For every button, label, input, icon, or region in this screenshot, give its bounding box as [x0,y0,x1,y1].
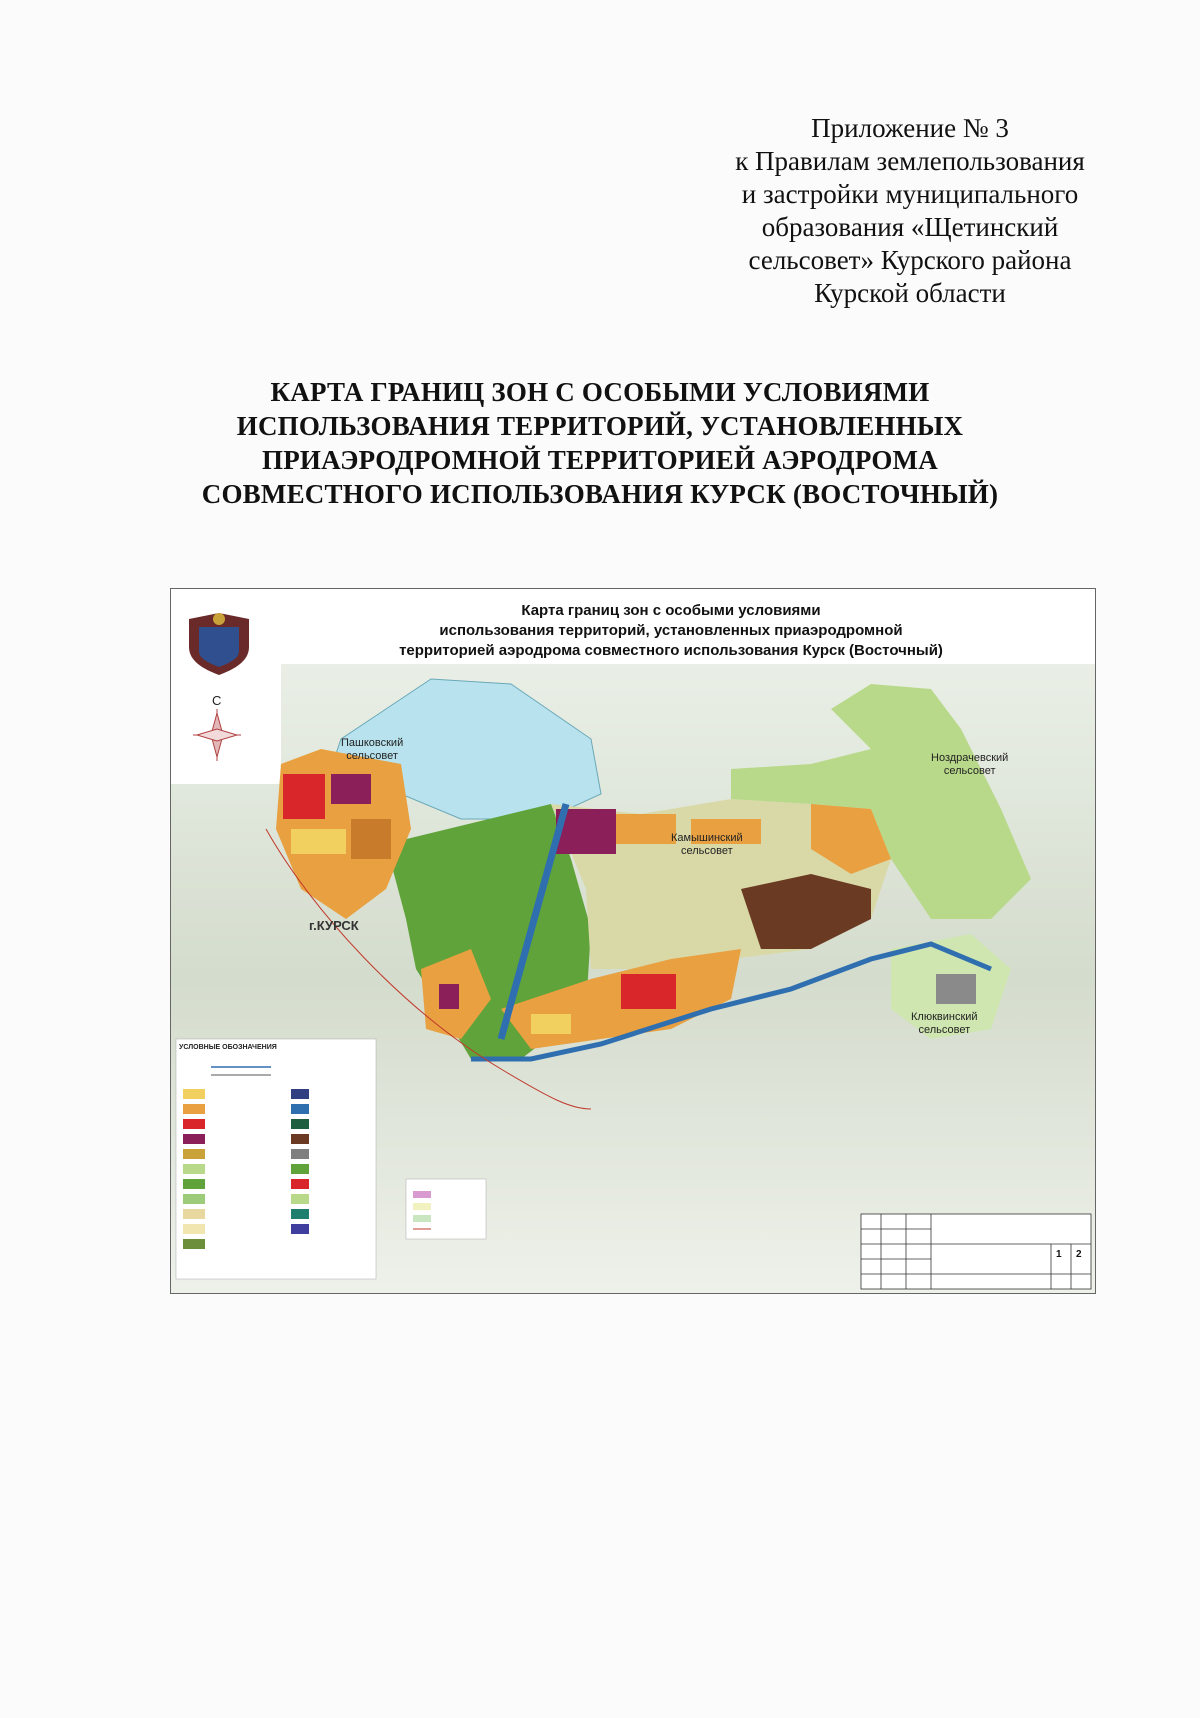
title-line: КАРТА ГРАНИЦ ЗОН С ОСОБЫМИ УСЛОВИЯМИ [270,377,930,407]
place-klyukvinsky [911,1011,978,1037]
place-type: сельсовет [346,750,398,762]
place-type: сельсовет [918,1024,971,1036]
map-graphic [171,589,1095,1293]
map-title-line: использования территорий, установленных приаэродромной [439,622,903,639]
compass-north-label: С [212,693,222,708]
place-name: Пашковский [341,737,404,749]
place-pashkovsky [341,737,403,763]
place-name: Камышинский [671,832,743,844]
place-type: сельсовет [943,765,996,777]
map-title-line: территорией аэродрома совместного использования Курск (Восточный) [399,642,943,659]
appendix-line: к Правилам землепользования [735,146,1085,176]
sheet-total: 2 [1076,1249,1082,1260]
document-title [150,375,1050,511]
west-purple-zone [331,774,371,804]
appendix-line: Курской области [814,278,1006,308]
zone-legend [406,1179,486,1239]
sheet-number: 1 [1056,1249,1062,1260]
map-title [361,601,981,661]
map-title-line: Карта границ зон с особыми условиями [521,602,821,619]
title-line: ПРИАЭРОДРОМНОЙ ТЕРРИТОРИЕЙ АЭРОДРОМА [262,445,938,475]
legend-title: УСЛОВНЫЕ ОБОЗНАЧЕНИЯ [179,1044,277,1051]
place-type: сельсовет [680,845,733,857]
appendix-line: и застройки муниципального [741,179,1079,209]
west-red-zone [283,774,325,819]
appendix-line: образования «Щетинский [761,212,1059,242]
place-kursk: г.КУРСК [309,918,359,933]
place-kamyshinsky [671,832,743,858]
title-line: СОВМЕСТНОГО ИСПОЛЬЗОВАНИЯ КУРСК (ВОСТОЧНЫЙ) [201,479,999,509]
map-legend [176,1039,376,1279]
appendix-line: сельсовет» Курского района [748,245,1072,275]
zone-map [170,588,1096,1294]
appendix-line: Приложение № 3 [811,113,1009,143]
appendix-note [700,112,1120,310]
place-name: Клюквинский [911,1011,978,1023]
title-line: ИСПОЛЬЗОВАНИЯ ТЕРРИТОРИЙ, УСТАНОВЛЕННЫХ [236,411,964,441]
place-name: Ноздрачевский [931,752,1009,764]
place-nozdrachevsky [931,752,1008,778]
